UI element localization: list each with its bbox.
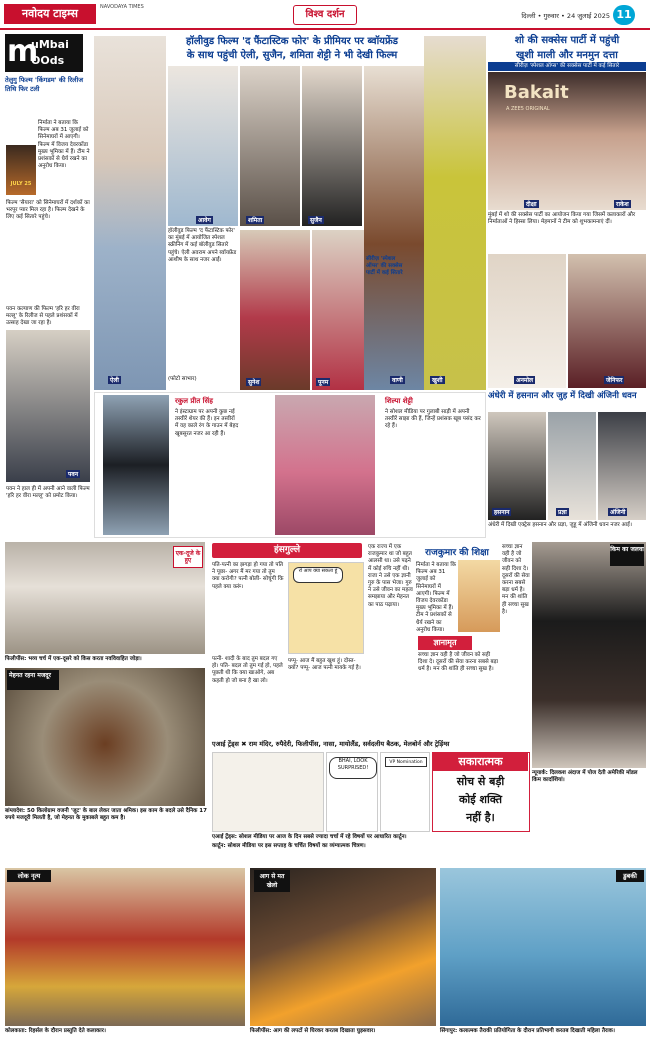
shilpa-head: शिल्पा शेट्टी (385, 397, 413, 405)
sadhu-caption: बांग्लादेश: 50 किलोग्राम वजनी 'जूट' के बाल लेकर जाता श्रमिक। इस काम के बदले उसे दैनिक 17 रुपये मजदूरी मिलती है, जो मेहनत के मुकाबले बहुत कम है। (5, 808, 207, 821)
gyan-head: ज्ञानामृत (418, 636, 472, 650)
joke-speech: रो आप क्या सकता हूं (293, 567, 343, 583)
kiss-caption: फिलीपींस: भव्य चर्च में एक-दूसरे को किस करता नवविवाहित जोड़ा। (5, 656, 142, 662)
sussanne-label: सुजैन (310, 217, 322, 224)
pawan-footnote: पवन ने हाल ही में अपनी आने वाली फिल्म 'हरि हर वीरा मल्लू' को प्रमोट किया। (6, 486, 90, 499)
party-headline-2: खुशी माली और मनमुन दत्ता (516, 50, 618, 61)
trend-cartoon-3 (380, 752, 430, 832)
trend-speech: BHAI, LOOK SURPRISED! (329, 757, 377, 779)
positive-line-1: सकारात्मक (433, 753, 528, 771)
kaur-caption: अंधेरी में दिखी एक्ट्रेस हसनान और प्रज्ञा, जुहू में अंजिनी धवन नजर आईं। (488, 522, 632, 528)
brand-logo: नवोदय टाइम्स (4, 4, 96, 24)
kingdom-body-continued: फिल्म 'सैयारा' को सिनेमाघरों में दर्शकों का भरपूर प्यार मिल रहा है। फिल्म देखने के लिए कई सितारे पहुंचे। (6, 200, 90, 221)
elli-label: ऐली (110, 377, 119, 384)
pawan-body: पवन कल्याण की फिल्म 'हरि हर वीरा मल्लू' के रिलीज से पहले प्रशंसकों में उत्साह देखा जा रहा है। (6, 306, 80, 327)
shilpa-photo (275, 395, 375, 535)
lok-caption: कोलकाता: रिहर्सल के दौरान प्रस्तुति देते कलाकार। (5, 1028, 106, 1034)
lok-photo (5, 868, 245, 1026)
positive-line-3: कोई शक्ति (458, 793, 503, 806)
kim-caption: न्यूयार्क: दिलकश अंदाज में पोज देती अमेरिकी मॉडल किम कार्दाशियां। (532, 770, 638, 783)
shamita-label: शमिता (248, 217, 263, 224)
joke-2: पत्नी- शादी के बाद तुम बदल गए हो। पति- बदल तो तुम गई हो, पहले पूछती थी कि क्या खाओगे, अब कहती हो जो बना है खा लो। (212, 656, 283, 684)
mumbai-logo-m: m (7, 34, 39, 69)
humour-title: हंसगुल्ले (212, 543, 362, 558)
trend-cartoon-1 (212, 752, 324, 832)
jennifer-photo (568, 254, 646, 388)
rakul-body: ने इंस्टाग्राम पर अपनी कुछ नई तस्वीरें शेयर की हैं। इन तस्वीरों में वह काले रंग के गाउन में बेहद खूबसूरत नजर आ रही हैं। (175, 409, 239, 437)
trends-caption-2: कार्टून: सोशल मीडिया पर इस सप्ताह के चर्चित विषयों का व्यंग्यात्मक चित्रण। (212, 843, 366, 849)
party-body: मुंबई में शो की सक्सेस पार्टी का आयोजन किया गया जिसमें कलाकारों और निर्माताओं ने हिस्सा लिया। मेहमानों ने टीम को शुभकामनाएं दीं। (488, 212, 636, 226)
shiksha-body-2: निर्माता ने बताया कि फिल्म अब 31 जुलाई को सिनेमाघरों में आएगी। फिल्म में विजय देवरकोंडा मुख्य भूमिका में हैं। टीम ने प्रशंसकों से धैर्य रखने का अनुरोध किया। (416, 562, 457, 633)
rakul-photo (103, 395, 169, 535)
section-title: विश्व दर्शन (293, 5, 357, 25)
positive-line-4: नहीं है। (466, 811, 495, 824)
party-headline-1: शो की सक्सेस पार्टी में पहुंची (514, 35, 620, 46)
joke-1: पति-पत्नी का झगड़ा हो गया तो पति ने पूछा- अगर मैं मर गया तो तुम क्या करोगी? पत्नी बोली- सोचूंगी कि पहले क्या करूं। (212, 562, 284, 590)
kim-tag: किम का जलवा (610, 544, 644, 566)
trends-bar: एआई ट्रेंड्स ✖ राम मंदिर, रुपैदेरी, फिलीपींस, नासा, मायोलैंड, सर्वदलीय बैठक, मेलबोर्न और ट्रेड़िंग्स (212, 740, 450, 748)
joke-cartoon-1 (288, 562, 364, 654)
gyan-body: सच्चा ज्ञान वही है जो जीवन को सही दिशा दे। दूसरों की सेवा करना सबसे बड़ा धर्म है। मन की शांति ही सच्चा सुख है। (418, 652, 498, 673)
premiere-headline-1: हॉलीवुड फिल्म 'द फैंटास्टिक फोर' के प्रीमियर पर ब्वॉयफ्रेंड (185, 36, 399, 47)
lok-tag: लोक नृत्य (7, 870, 51, 882)
sadhu-photo (5, 668, 205, 806)
joke-3: पप्पू- आज मैं बहुत खुश हूं। दोस्त- क्यों? पप्पू- आज पत्नी मायके गई है। (288, 658, 361, 672)
hasnan-photo (488, 412, 546, 520)
premiere-credit: (फोटो साभार) (168, 376, 197, 382)
anmol-photo (488, 254, 566, 388)
shilpa-body: ने सोशल मीडिया पर गुलाबी साड़ी में अपनी तस्वीरें साझा की हैं, जिन्हें प्रशंसक खूब पसंद कर रहे हैं। (385, 409, 481, 430)
sunesh-photo (240, 230, 310, 390)
premiere-headline-2: के साथ पहुंची ऐली, सुजैन, शमिता शेट्टी ने भी देखी फिल्म (186, 50, 398, 61)
aaveg-photo (168, 66, 238, 226)
pragya-label: प्रज्ञा (558, 509, 567, 516)
positive-line-2: सोच से बड़ी (456, 775, 505, 788)
dive-tag: डुबकी (616, 870, 644, 882)
kingdom-headline: तेलुगु फिल्म 'किंगडम' की रिलीज तिथि फिर टली (5, 76, 84, 93)
sussanne-photo (302, 66, 362, 226)
dateline: दिल्ली • गुरुवार • 24 जुलाई 2025 (521, 12, 610, 20)
dive-caption: सिंगापुर: कलात्मक तैराकी प्रतियोगिता के दौरान प्रतिभागी करतब दिखाती महिला तैराक। (440, 1028, 615, 1034)
poonam-label: पूनम (318, 379, 329, 386)
khushi-label: खुशी (432, 377, 443, 384)
mumbai-logo-text1: uMbai (31, 38, 69, 51)
vaani-label: वाणी (392, 377, 403, 384)
saiyaara-note: सीरीज़ 'स्पेशल ऑप्स' की सक्सेस पार्टी में कई सितारे (366, 256, 403, 277)
kim-photo (532, 542, 646, 768)
shiksha-body: एक राज्य में एक राजकुमार था जो बहुत आलसी था। उसे पढ़ने में कोई रुचि नहीं थी। राजा ने उसे एक ज्ञानी गुरु के पास भेजा। गुरु ने उसे जीवन का महत्व समझाया और मेहनत का पाठ पढ़ाया। (368, 544, 413, 608)
kiss-photo (5, 542, 205, 654)
deeksha-label: दीक्षा (526, 201, 537, 208)
sunesh-label: सुनेश (248, 379, 260, 386)
mumbai-logo-text2: OOds (31, 54, 65, 67)
pawan-photo (6, 330, 90, 482)
party-banner: Bakait (504, 82, 569, 103)
fire-photo (250, 868, 436, 1026)
anmol-label: अनमोल (516, 377, 534, 384)
kingdom-poster-date: JULY 25 (10, 181, 32, 187)
rakul-shilpa-box (94, 392, 486, 538)
khushi-photo (424, 36, 486, 390)
jennifer-label: जेनिफर (606, 377, 623, 384)
pawan-label: पवन (68, 471, 79, 478)
shiksha-body-3: सच्चा ज्ञान वही है जो जीवन को सही दिशा दे। दूसरों की सेवा करना सबसे बड़ा धर्म है। मन की शांति ही सच्चा सुख है। (502, 544, 530, 615)
party-banner-sub: A ZEE5 ORIGINAL (506, 106, 550, 112)
shiksha-cartoon (458, 560, 500, 632)
dive-photo (440, 868, 646, 1026)
trends-caption: एआई ट्रेंड्स: सोशल मीडिया पर आज के दिन सबसे ज्यादा चर्चा में रहे विषयों पर आधारित कार्टून। (212, 834, 407, 840)
aaveg-label: आवेग (198, 217, 211, 224)
hasnan-label: हसनान (494, 509, 510, 516)
rakesh-label: राकेश (616, 201, 629, 208)
page-number: 11 (613, 5, 635, 25)
masthead (0, 0, 650, 30)
premiere-story: हॉलीवुड फिल्म 'द फैंटास्टिक फोर' का मुंबई में आयोजित स्पेशल स्क्रीनिंग में कई बॉलीवुड सितारे पहुंचे। ऐली अवराम अपने ब्वॉयफ्रेंड आशीष के साथ नजर आईं। (168, 228, 237, 263)
sadhu-tag: मेहनत रहना मजदूर (7, 670, 59, 690)
trend-cartoon-2 (326, 752, 378, 832)
kingdom-body: निर्माता ने बताया कि फिल्म अब 31 जुलाई को सिनेमाघरों में आएगी। फिल्म में विजय देवरकोंडा मुख्य भूमिका में हैं। टीम ने प्रशंसकों से धैर्य रखने का अनुरोध किया। (38, 120, 90, 170)
kaur-headline: अंधेरी में हसनान और जुह में दिखी अंजिनी धवन (488, 391, 637, 401)
kiss-tag: एक-दूजे के हुए (173, 546, 203, 568)
shiksha-head: राजकुमार की शिक्षा (425, 548, 489, 558)
anjini-photo (598, 412, 646, 520)
rakul-head: रकुल प्रीत सिंह (175, 397, 213, 405)
anjini-label: अंजिनी (610, 509, 626, 516)
elli-photo (94, 36, 166, 390)
fire-caption: फिलीपींस: आग की लपटों से घिरकर करतब दिखाता घुड़सवार। (250, 1028, 376, 1034)
party-photo (488, 72, 646, 210)
kingdom-poster (6, 145, 36, 195)
pragya-photo (548, 412, 596, 520)
mumbai-logo (5, 34, 83, 72)
positive-box (432, 752, 530, 832)
brand-small: NAVODAYA TIMES (100, 4, 144, 10)
shamita-photo (240, 66, 300, 226)
trend-sign: VP Nomination (385, 757, 427, 767)
poonam-photo (312, 230, 364, 390)
fire-tag: आग से मत खेलो (254, 870, 290, 892)
party-subhead: सीरीज़ 'स्पेशल ऑप्स' की सक्सेस पार्टी में कई सितारे (488, 62, 646, 71)
